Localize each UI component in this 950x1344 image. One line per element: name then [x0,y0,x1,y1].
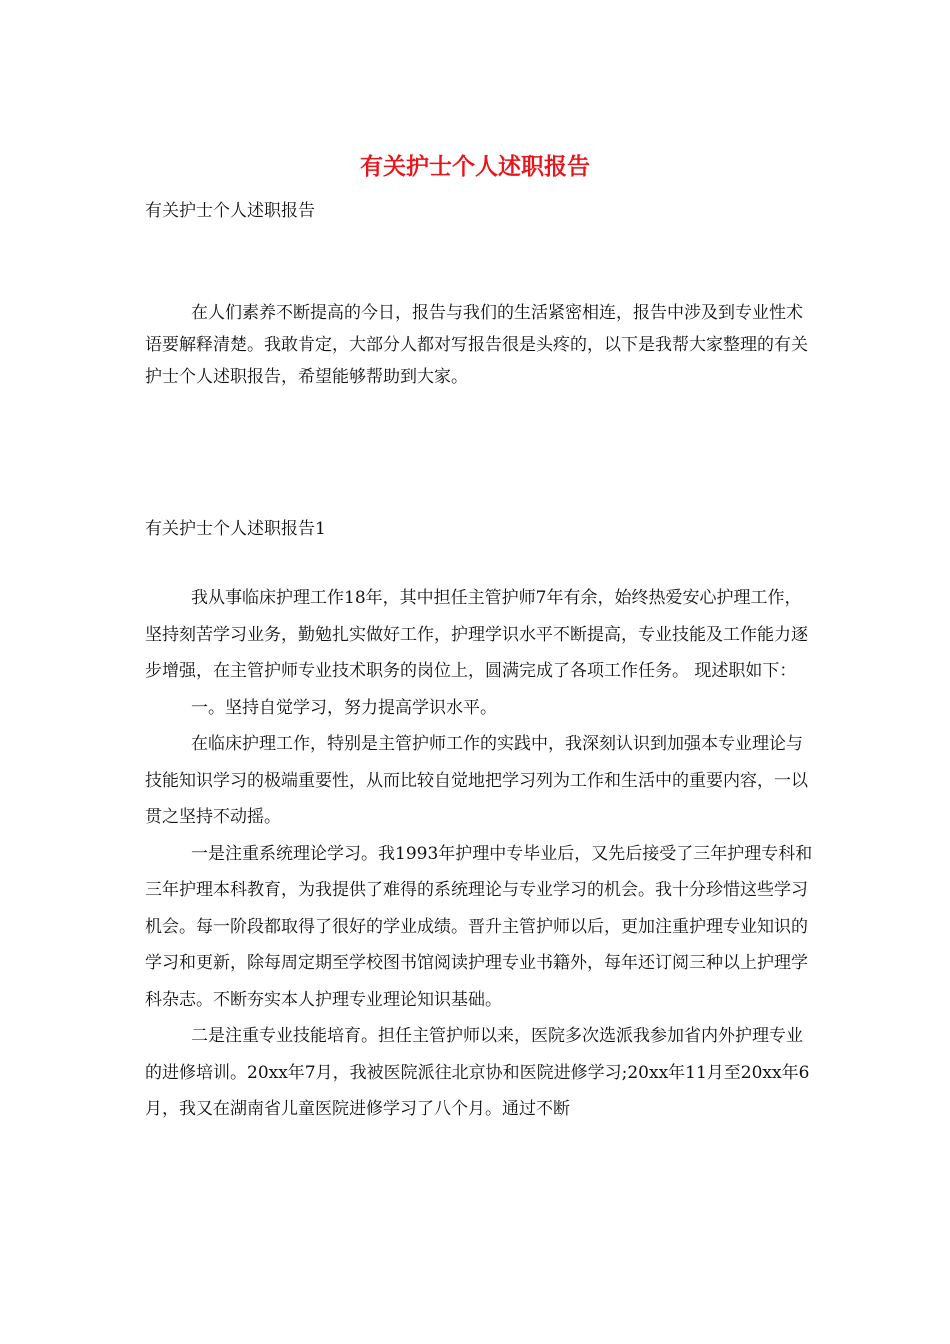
document-title: 有关护士个人述职报告 [360,153,590,180]
document-subtitle: 有关护士个人述职报告 [145,201,315,221]
paragraph-2: 一。坚持自觉学习，努力提高学识水平。 [191,697,497,718]
paragraph-4: 一是注重系统理论学习。我1993年护理中专毕业后，又先后接受了三年护理专科和三年护理本科教育，为我提供了难得的系统理论与专业学习的机会。我十分珍惜这些学习机会。每一阶段都取得了很好的学业成绩。晋升主管护师以后，更加注重护理专业知识的学习和更新，除每周定期至学校图书馆阅读护理专业书籍外，每年还订阅三种以上护理学科杂志。不断夯实本人护理专业理论知识基础。 [145,843,813,1010]
section-title: 有关护士个人述职报告1 [145,519,326,539]
paragraph-1: 我从事临床护理工作18年，其中担任主管护师7年有余，始终热爱安心护理工作，坚持刻苦学习业务，勤勉扎实做好工作，护理学识水平不断提高，专业技能及工作能力逐步增强，在主管护师专业技术职务的岗位上，圆满完成了各项工作任务。 现述职如下： [145,588,808,681]
section-content [145,580,813,1128]
paragraph-5: 二是注重专业技能培育。担任主管护师以来，医院多次选派我参加省内外护理专业的进修培训。20xx年7月，我被医院派往北京协和医院进修学习;20xx年11月至20xx年6月，我又在湖南省儿童医院进修学习了八个月。通过不断 [145,1026,810,1119]
intro-block [145,297,813,393]
intro-paragraph: 在人们素养不断提高的今日，报告与我们的生活紧密相连，报告中涉及到专业性术语要解释清楚。我敢肯定，大部分人都对写报告很是头疼的，以下是我帮大家整理的有关护士个人述职报告，希望能够帮助到大家。 [145,303,808,387]
paragraph-3: 在临床护理工作，特别是主管护师工作的实践中，我深刻认识到加强本专业理论与技能知识学习的极端重要性，从而比较自觉地把学习列为工作和生活中的重要内容，一以贯之坚持不动摇。 [145,734,808,827]
